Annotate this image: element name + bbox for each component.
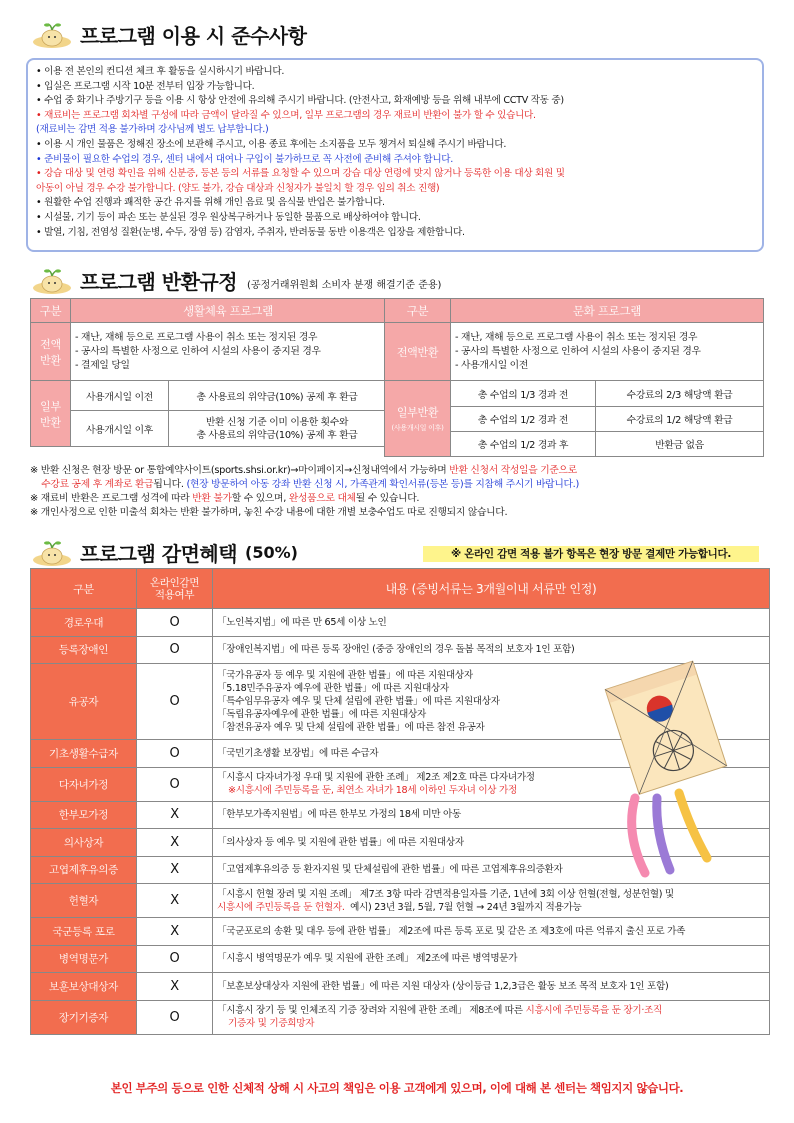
table-cell: 총 수업의 1/2 경과 전 [451,407,596,432]
category-cell: 장기기증자 [31,1000,137,1034]
refund-title: 프로그램 반환규정 [80,270,238,294]
table-cell: 사용개시일 이후 [71,411,169,447]
table-row [31,664,770,740]
table-header: 구분 [385,299,451,323]
category-cell: 경로우대 [31,609,137,637]
content-line [217,925,765,938]
content-segment: 「국가유공자 등 예우 및 지원에 관한 법률」에 따른 지원대상자 [217,670,473,681]
table-cell: 수강료의 2/3 해당액 환급 [596,381,764,407]
online-eligibility-cell: O [137,740,213,768]
note-segment: 수강료 공제 후 계좌로 환급 [30,479,154,490]
content-line [217,708,765,721]
note-line [30,506,770,520]
rule-item: • 이용 시 개인 물품은 정해진 장소에 보관해 주시고, 이용 종료 후에는 소지품을 모두 챙겨서 퇴실해 주시기 바랍니다. [36,138,507,150]
content-segment: 「노인복지법」에 따른 만 65세 이상 노인 [217,616,387,628]
online-eligibility-cell: O [137,1000,213,1034]
refund-notes [30,464,770,520]
note-line [30,492,770,506]
table-cell: 총 수업의 1/3 경과 전 [451,381,596,407]
note-segment: 될 수 있습니다. [355,493,420,504]
content-segment: ※시흥시에 주민등록을 둔, 최연소 자녀가 18세 이하인 두자녀 이상 가정 [217,785,517,796]
rule-item: • 수업 중 화기나 주방기구 등을 이용 시 항상 안전에 유의해 주시기 바랍니다. (안전사고, 화재예방 등을 위해 내부에 CCTV 작동 중) [36,95,564,107]
content-segment: 「보훈보상대상자 지원에 관한 법률」에 따른 지원 대상자 (상이등급 1,2,3급은 활동 보조 목적 보호자 1인 포함) [217,980,669,992]
sprout-character-icon [30,540,74,566]
row-label: 전액 반환 [31,323,71,381]
note-line [30,464,770,478]
sprout-character-icon [30,268,74,294]
content-line [217,980,765,993]
note-segment: 할 수 있으며, [231,493,289,504]
refund-table-sports [30,298,386,447]
table-header: 구분 [31,299,71,323]
table-cell: 총 수업의 1/2 경과 후 [451,432,596,457]
content-cell [213,664,770,740]
content-line [217,771,765,784]
table-row [31,918,770,946]
table-header: 온라인감면 적용여부 [137,569,213,609]
discount-title: 프로그램 감면혜택 [80,542,238,566]
online-eligibility-cell: X [137,973,213,1001]
category-cell: 병역명문가 [31,945,137,973]
online-eligibility-cell: X [137,856,213,884]
category-cell: 다자녀가정 [31,767,137,801]
rule-item: • 재료비는 프로그램 회차별 구성에 따라 금액이 달라질 수 있으며, 일부 프로그램의 경우 재료비 반환이 불가 할 수 있습니다. [36,109,536,121]
table-cell: 수강료의 1/2 해당액 환급 [596,407,764,432]
table-row [31,856,770,884]
table-cell: 총 사용료의 위약금(10%) 공제 후 환급 [169,381,386,411]
content-cell [213,740,770,768]
content-cell [213,945,770,973]
rule-item: 아동이 아닐 경우 수강 불가합니다. (양도 불가, 강습 대상과 신청자가 불일치 할 경우 임의 취소 진행) [36,182,440,194]
content-cell [213,973,770,1001]
category-cell: 기초생활수급자 [31,740,137,768]
note-segment: ※ 재료비 반환은 프로그램 성격에 따라 [30,493,193,504]
content-segment: 「참전유공자 예우 및 단체 설립에 관한 법률」에 따른 참전 유공자 [217,722,485,733]
table-row [31,884,770,918]
online-eligibility-cell: X [137,829,213,857]
note-segment: 완성품으로 대체 [288,493,356,504]
content-cell [213,801,770,829]
row-label-sub: (사용개시일 이후) [391,424,444,432]
content-cell [213,856,770,884]
content-line [217,669,765,682]
row-label-text: 일부반환 [396,406,439,419]
content-segment: 시흥시에 주민등록을 둔 장기·조직 [525,1005,663,1016]
rule-item: • 입실은 프로그램 시작 10분 전부터 입장 가능합니다. [36,80,255,92]
content-segment: 시흥시에 주민등록을 둔 헌혈자. [217,901,345,913]
content-cell [213,884,770,918]
content-segment: 「장애인복지법」에 따른 등록 장애인 (중증 장애인의 경우 돌봄 목적의 보호자 1인 포함) [217,644,575,656]
table-row [31,1000,770,1034]
table-row [31,609,770,637]
refund-subtitle: (공정거래위원회 소비자 분쟁 해결기준 준용) [247,280,442,291]
table-cell: 반환금 없음 [596,432,764,457]
content-cell [213,767,770,801]
content-cell [213,829,770,857]
table-row [31,801,770,829]
table-row [31,945,770,973]
refund-item: - 재난, 재해 등으로 프로그램 사용이 취소 또는 정지된 경우 [75,331,318,343]
content-line [217,784,765,797]
online-eligibility-cell: O [137,767,213,801]
content-segment: 예시) 23년 3월, 5월, 7월 헌혈 → 24년 3월까지 적용가능 [344,901,582,913]
row-label [385,381,451,457]
rules-box [26,58,764,252]
category-cell: 한부모가정 [31,801,137,829]
full-refund-items [451,323,764,381]
table-header: 생활체육 프로그램 [71,299,386,323]
refund-item: - 사용개시일 이전 [455,359,529,371]
online-eligibility-cell: X [137,918,213,946]
content-segment: 「시흥시 병역명문가 예우 및 지원에 관한 조례」 제2조에 따른 병역명문가 [217,953,518,965]
online-eligibility-cell: X [137,801,213,829]
content-line [217,952,765,965]
content-segment: 「국민기초생활 보장법」에 따른 수급자 [217,747,379,759]
note-segment: 반환 불가 [192,493,232,504]
content-segment: 「5.18민주유공자 예우에 관한 법률」에 따른 지원대상자 [217,683,449,694]
sprout-character-icon [30,22,74,48]
rule-item: • 시설물, 기기 등이 파손 또는 분실된 경우 원상복구하거나 동일한 물품으로 배상하여야 합니다. [36,211,421,223]
category-cell: 헌혈자 [31,884,137,918]
table-header: 구분 [31,569,137,609]
row-label: 전액반환 [385,323,451,381]
section-title-refund [30,266,441,295]
full-refund-items [71,323,386,381]
online-eligibility-cell: O [137,636,213,664]
content-segment: 「시흥시 다자녀가정 우대 및 지원에 관한 조례」 제2조 제2호 따른 다자녀가정 [217,772,535,783]
category-cell: 유공자 [31,664,137,740]
table-row [31,740,770,768]
table-row [31,973,770,1001]
refund-item: - 결제일 당일 [75,359,130,371]
content-line [217,747,765,760]
content-line [217,836,765,849]
content-line [217,682,765,695]
content-segment: 「독립유공자예우에 관한 법률」에 따른 지원대상자 [217,709,426,720]
content-segment: 「고엽제후유의증 등 환자지원 및 단체설립에 관한 법률」에 따른 고엽제후유의증환자 [217,864,563,876]
content-line [217,808,765,821]
content-line [217,901,765,914]
content-line [217,888,765,901]
content-line [217,695,765,708]
rule-item: • 준비물이 필요한 수업의 경우, 센터 내에서 대여나 구입이 불가하므로 꼭 사전에 준비해 주셔야 합니다. [36,153,454,165]
table-cell: 사용개시일 이전 [71,381,169,411]
content-segment: 「국군포로의 송환 및 대우 등에 관한 법률」 제2조에 따른 등록 포로 및 같은 조 제3호에 따른 억류지 출신 포로 가족 [217,925,686,937]
online-eligibility-cell: O [137,945,213,973]
table-row [31,636,770,664]
note-segment: 됩니다. [153,479,187,490]
note-segment: (현장 방문하여 아동 강좌 반환 신청 시, 가족관계 확인서류(등본 등)를 지참해 주시기 바랍니다.) [186,479,579,490]
content-line [217,643,765,656]
refund-table-culture [384,298,764,457]
refund-item: - 공사의 특별한 사정으로 인하여 시설의 사용이 중지된 경우 [75,345,321,357]
note-segment: ※ 반환 신청은 현장 방문 or 통합예약사이트(sports.shsi.or.kr)→마이페이지→신청내역에서 가능하며 [30,465,450,476]
content-line [217,721,765,734]
content-cell [213,1000,770,1034]
online-eligibility-cell: X [137,884,213,918]
category-cell: 의사상자 [31,829,137,857]
content-cell [213,636,770,664]
section-title-discount [30,538,298,567]
discount-percent: (50%) [245,543,298,562]
content-line [217,1017,765,1030]
content-segment: 「의사상자 등 예우 및 지원에 관한 법률」에 따른 지원대상자 [217,836,464,848]
note-line [30,478,770,492]
content-cell [213,918,770,946]
content-line [217,863,765,876]
page-title: 프로그램 이용 시 준수사항 [80,24,307,48]
content-line [217,1004,765,1017]
refund-item: - 공사의 특별한 사정으로 인하여 시설의 사용이 중지된 경우 [455,345,701,357]
category-cell: 등록장애인 [31,636,137,664]
content-cell [213,609,770,637]
rule-item: • 이용 전 본인의 컨디션 체크 후 활동을 실시하시기 바랍니다. [36,66,285,77]
refund-item: - 재난, 재해 등으로 프로그램 사용이 취소 또는 정지된 경우 [455,331,698,343]
table-row [31,767,770,801]
footer-disclaimer: 본인 부주의 등으로 인한 신체적 상해 시 사고의 책임은 이용 고객에게 있으며, 이에 대해 본 센터는 책임지지 않습니다. [110,1081,684,1095]
table-header: 내용 (증빙서류는 3개월이내 서류만 인정) [213,569,770,609]
rule-item: • 발열, 기침, 전염성 질환(눈병, 수두, 장염 등) 감염자, 주취자, 반려동물 동반 이용객은 입장을 제한합니다. [36,226,465,238]
category-cell: 고엽제후유의증 [31,856,137,884]
online-eligibility-cell: O [137,609,213,637]
content-segment: 「시흥시 헌혈 장려 및 지원 조례」 제7조 3항 따라 감면적용일자를 기준, 1년에 3회 이상 헌혈(전혈, 성분헌혈) 및 [217,888,674,900]
table-cell: 반환 신청 기준 이미 이용한 횟수와 총 사용료의 위약금(10%) 공제 후 환급 [169,411,386,447]
discount-warning: ※ 온라인 감면 적용 불가 항목은 현장 방문 결제만 가능합니다. [423,546,759,562]
content-segment: 「특수임무유공자 예우 및 단체 설립에 관한 법률」에 따른 지원대상자 [217,696,500,707]
content-segment: 「한부모가족지원법」에 따른 한부모 가정의 18세 미만 아동 [217,809,461,821]
rule-item: • 원활한 수업 진행과 쾌적한 공간 유지를 위해 개인 음료 및 음식물 반입은 불가합니다. [36,197,385,209]
note-segment: ※ 개인사정으로 인한 미출석 회차는 반환 불가하며, 놓친 수강 내용에 대한 개별 보충수업도 따로 진행되지 않습니다. [30,507,508,518]
content-line [217,616,765,629]
section-title-rules [30,20,306,49]
note-segment: 반환 신청서 작성일을 기준으로 [449,465,577,476]
discount-table [30,568,770,1035]
row-label: 일부 반환 [31,381,71,447]
content-segment: 「시흥시 장기 등 및 인체조직 기증 장려와 지원에 관한 조례」 제8조에 따른 [217,1005,526,1016]
online-eligibility-cell: O [137,664,213,740]
category-cell: 국군등록 포로 [31,918,137,946]
rule-item: • 강습 대상 및 연령 확인을 위해 신분증, 등본 등의 서류를 요청할 수 있으며 강습 대상 연령에 맞지 않거나 등록한 이용 대상 회원 및 [36,168,565,180]
rule-item: (재료비는 감면 적용 불가하며 강사님께 별도 납부합니다.) [36,124,269,136]
content-segment: 기증자 및 기증희망자 [217,1018,315,1029]
table-header: 문화 프로그램 [451,299,764,323]
table-row [31,829,770,857]
category-cell: 보훈보상대상자 [31,973,137,1001]
